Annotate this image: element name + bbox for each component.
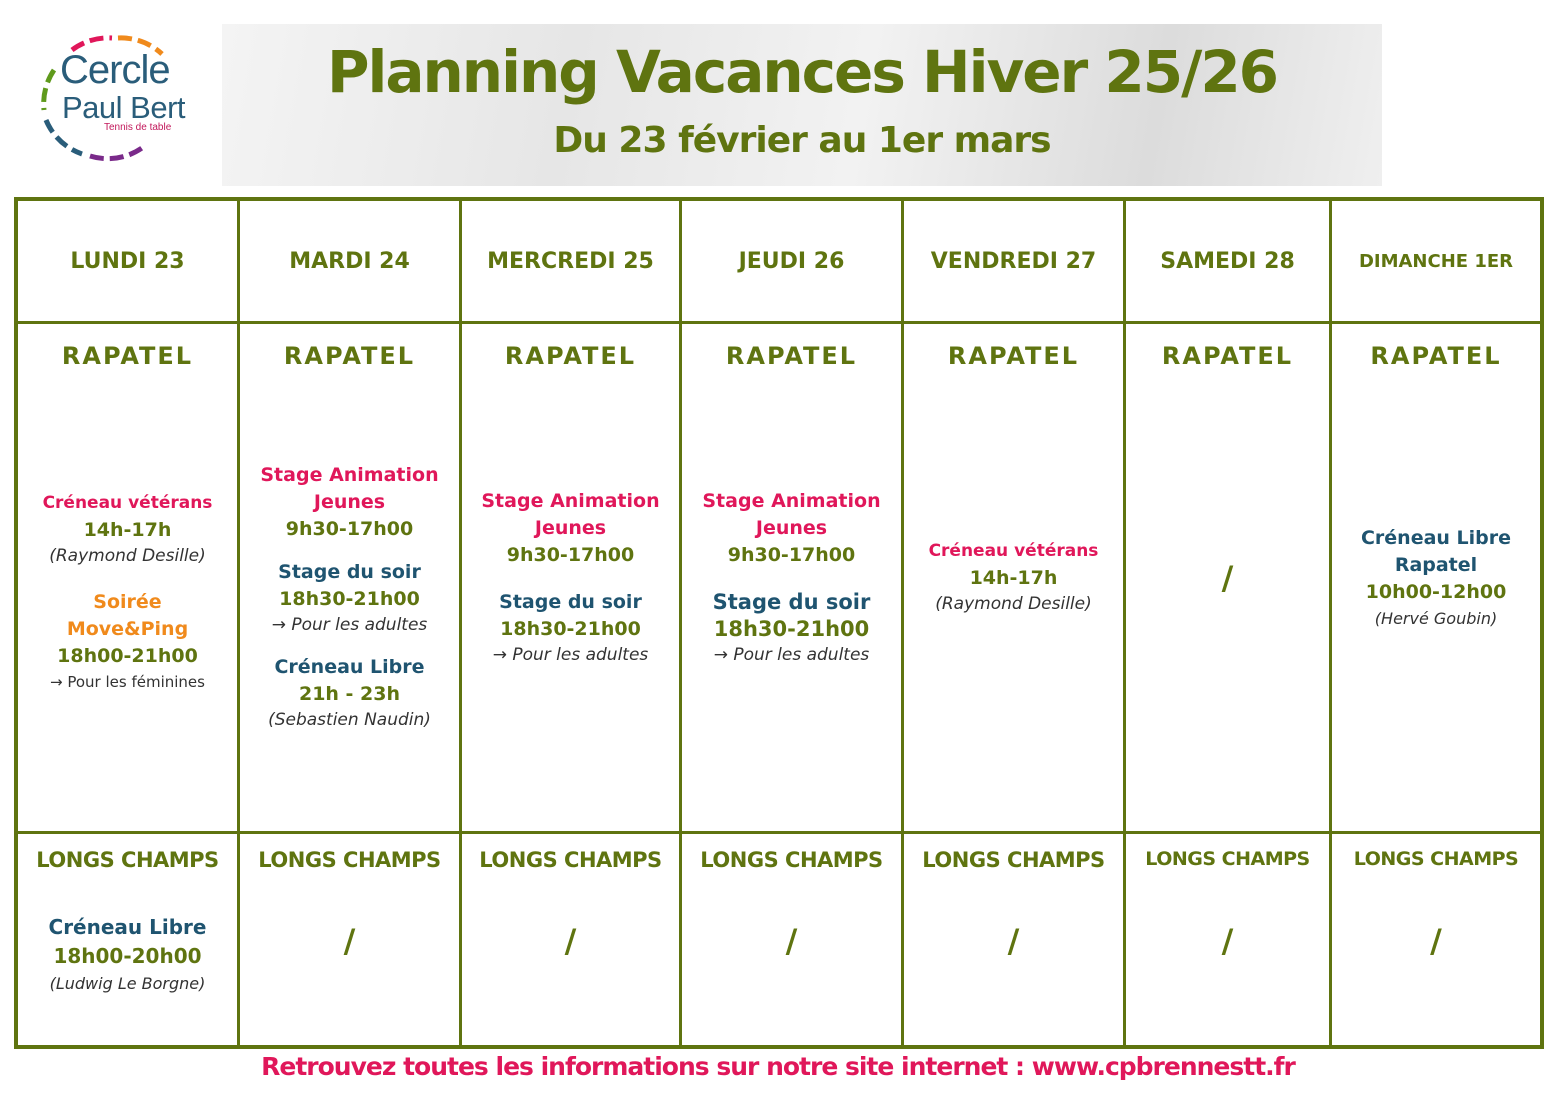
event-title: Stage Animation Jeunes (702, 489, 881, 539)
event (476, 488, 666, 569)
event-note: → Pour les adultes (713, 644, 870, 665)
header-banner (222, 24, 1382, 186)
event (929, 538, 1099, 617)
event-title: Stage Animation Jeunes (481, 489, 660, 539)
longs-champs-cell-jeudi (682, 834, 904, 1045)
venue-label: RAPATEL (1370, 342, 1502, 370)
event-note: (Raymond Desille) (935, 594, 1092, 614)
venue-label: RAPATEL (61, 342, 194, 370)
venue-label: RAPATEL (725, 342, 858, 370)
venue-label: LONGS CHAMPS (479, 848, 662, 872)
event (697, 488, 887, 569)
venue-label: RAPATEL (504, 342, 637, 370)
event-title: Stage Animation Jeunes (260, 464, 439, 513)
venue-label: LONGS CHAMPS (1353, 848, 1519, 870)
rapatel-cell-jeudi (682, 324, 904, 834)
event-time: 14h-17h (969, 567, 1058, 589)
rapatel-cell-mercredi (462, 324, 682, 834)
longs-champs-cell-mercredi (462, 834, 682, 1045)
event-time: 18h30-21h00 (713, 616, 870, 641)
day-header-jeudi: JEUDI 26 (682, 201, 904, 324)
event-title: Stage du soir (712, 589, 871, 614)
event (50, 589, 205, 695)
no-event-slash: / (564, 922, 577, 960)
event-time: 18h30-21h00 (500, 617, 641, 640)
rapatel-cell-samedi (1126, 324, 1332, 834)
venue-label: LONGS CHAMPS (258, 848, 441, 872)
venue-label: RAPATEL (947, 342, 1080, 370)
venue-label: LONGS CHAMPS (922, 848, 1105, 872)
event-note: (Ludwig Le Borgne) (49, 974, 206, 993)
event-title: Créneau Libre (48, 915, 207, 939)
event-note: (Sebastien Naudin) (268, 710, 431, 730)
footer-website-note: Retrouvez toutes les informations sur notre site internet : www.cpbrennestt.fr (261, 1052, 1295, 1081)
venue-label: LONGS CHAMPS (36, 848, 219, 872)
longs-champs-cell-dimanche (1332, 834, 1540, 1045)
venue-label: LONGS CHAMPS (1145, 848, 1310, 870)
event-time: 21h - 23h (298, 683, 401, 705)
event-note: → Pour les adultes (492, 644, 649, 665)
event-title: Soirée Move&Ping (66, 591, 189, 640)
day-header-lundi: LUNDI 23 (18, 201, 240, 324)
event (1356, 525, 1516, 631)
no-event-slash: / (1007, 922, 1020, 960)
event-time: 9h30-17h00 (506, 543, 635, 566)
event-note: → Pour les adultes (271, 615, 428, 635)
event-time: 18h30-21h00 (279, 588, 420, 610)
event (268, 654, 431, 733)
no-event-slash: / (1221, 922, 1234, 960)
rapatel-cell-lundi (18, 324, 240, 834)
event-time: 9h30-17h00 (285, 518, 414, 540)
logo-text-line1: Cercle (60, 48, 170, 92)
page-title: Planning Vacances Hiver 25/26 (326, 38, 1278, 106)
logo-text-line3: Tennis de table (104, 122, 172, 133)
event-time: 18h00-21h00 (57, 645, 198, 667)
day-header-mercredi: MERCREDI 25 (462, 201, 682, 324)
page-subtitle: Du 23 février au 1er mars (553, 120, 1051, 161)
rapatel-cell-vendredi (904, 324, 1126, 834)
event (493, 589, 649, 668)
club-logo (32, 30, 202, 162)
event-note: (Hervé Goubin) (1374, 608, 1498, 628)
day-header-mardi: MARDI 24 (240, 201, 462, 324)
event-title: Stage du soir (499, 590, 642, 613)
day-header-dimanche: DIMANCHE 1ER (1332, 201, 1540, 324)
event-time: 9h30-17h00 (727, 543, 856, 566)
no-event-slash: / (343, 922, 356, 960)
venue-label: RAPATEL (283, 342, 416, 370)
event-title: Créneau Libre Rapatel (1360, 526, 1512, 576)
event-title: Créneau vétérans (42, 493, 213, 513)
event-title: Stage du soir (278, 561, 421, 583)
event-time: 14h-17h (83, 519, 172, 541)
logo-text-line2: Paul Bert (62, 90, 186, 125)
no-event-slash: / (785, 922, 798, 960)
event-title: Créneau Libre (274, 656, 425, 678)
event (255, 462, 445, 543)
event (713, 589, 871, 668)
schedule-table (14, 197, 1544, 1049)
rapatel-cell-mardi (240, 324, 462, 834)
event-title: Créneau vétérans (928, 541, 1099, 561)
event-note: (Raymond Desille) (49, 546, 206, 566)
no-event-slash: / (1221, 558, 1234, 597)
venue-label: LONGS CHAMPS (700, 848, 883, 872)
event-time: 10h00-12h00 (1365, 580, 1507, 603)
day-header-vendredi: VENDREDI 27 (904, 201, 1126, 324)
venue-label: RAPATEL (1161, 342, 1294, 370)
longs-champs-cell-mardi (240, 834, 462, 1045)
longs-champs-cell-samedi (1126, 834, 1332, 1045)
rapatel-cell-dimanche (1332, 324, 1540, 834)
event (272, 559, 428, 638)
longs-champs-cell-lundi (18, 834, 240, 1045)
day-header-samedi: SAMEDI 28 (1126, 201, 1332, 324)
longs-champs-cell-vendredi (904, 834, 1126, 1045)
event-note: → Pour les féminines (50, 673, 205, 691)
event-time: 18h00-20h00 (53, 944, 202, 968)
event (43, 490, 213, 569)
no-event-slash: / (1430, 922, 1442, 960)
